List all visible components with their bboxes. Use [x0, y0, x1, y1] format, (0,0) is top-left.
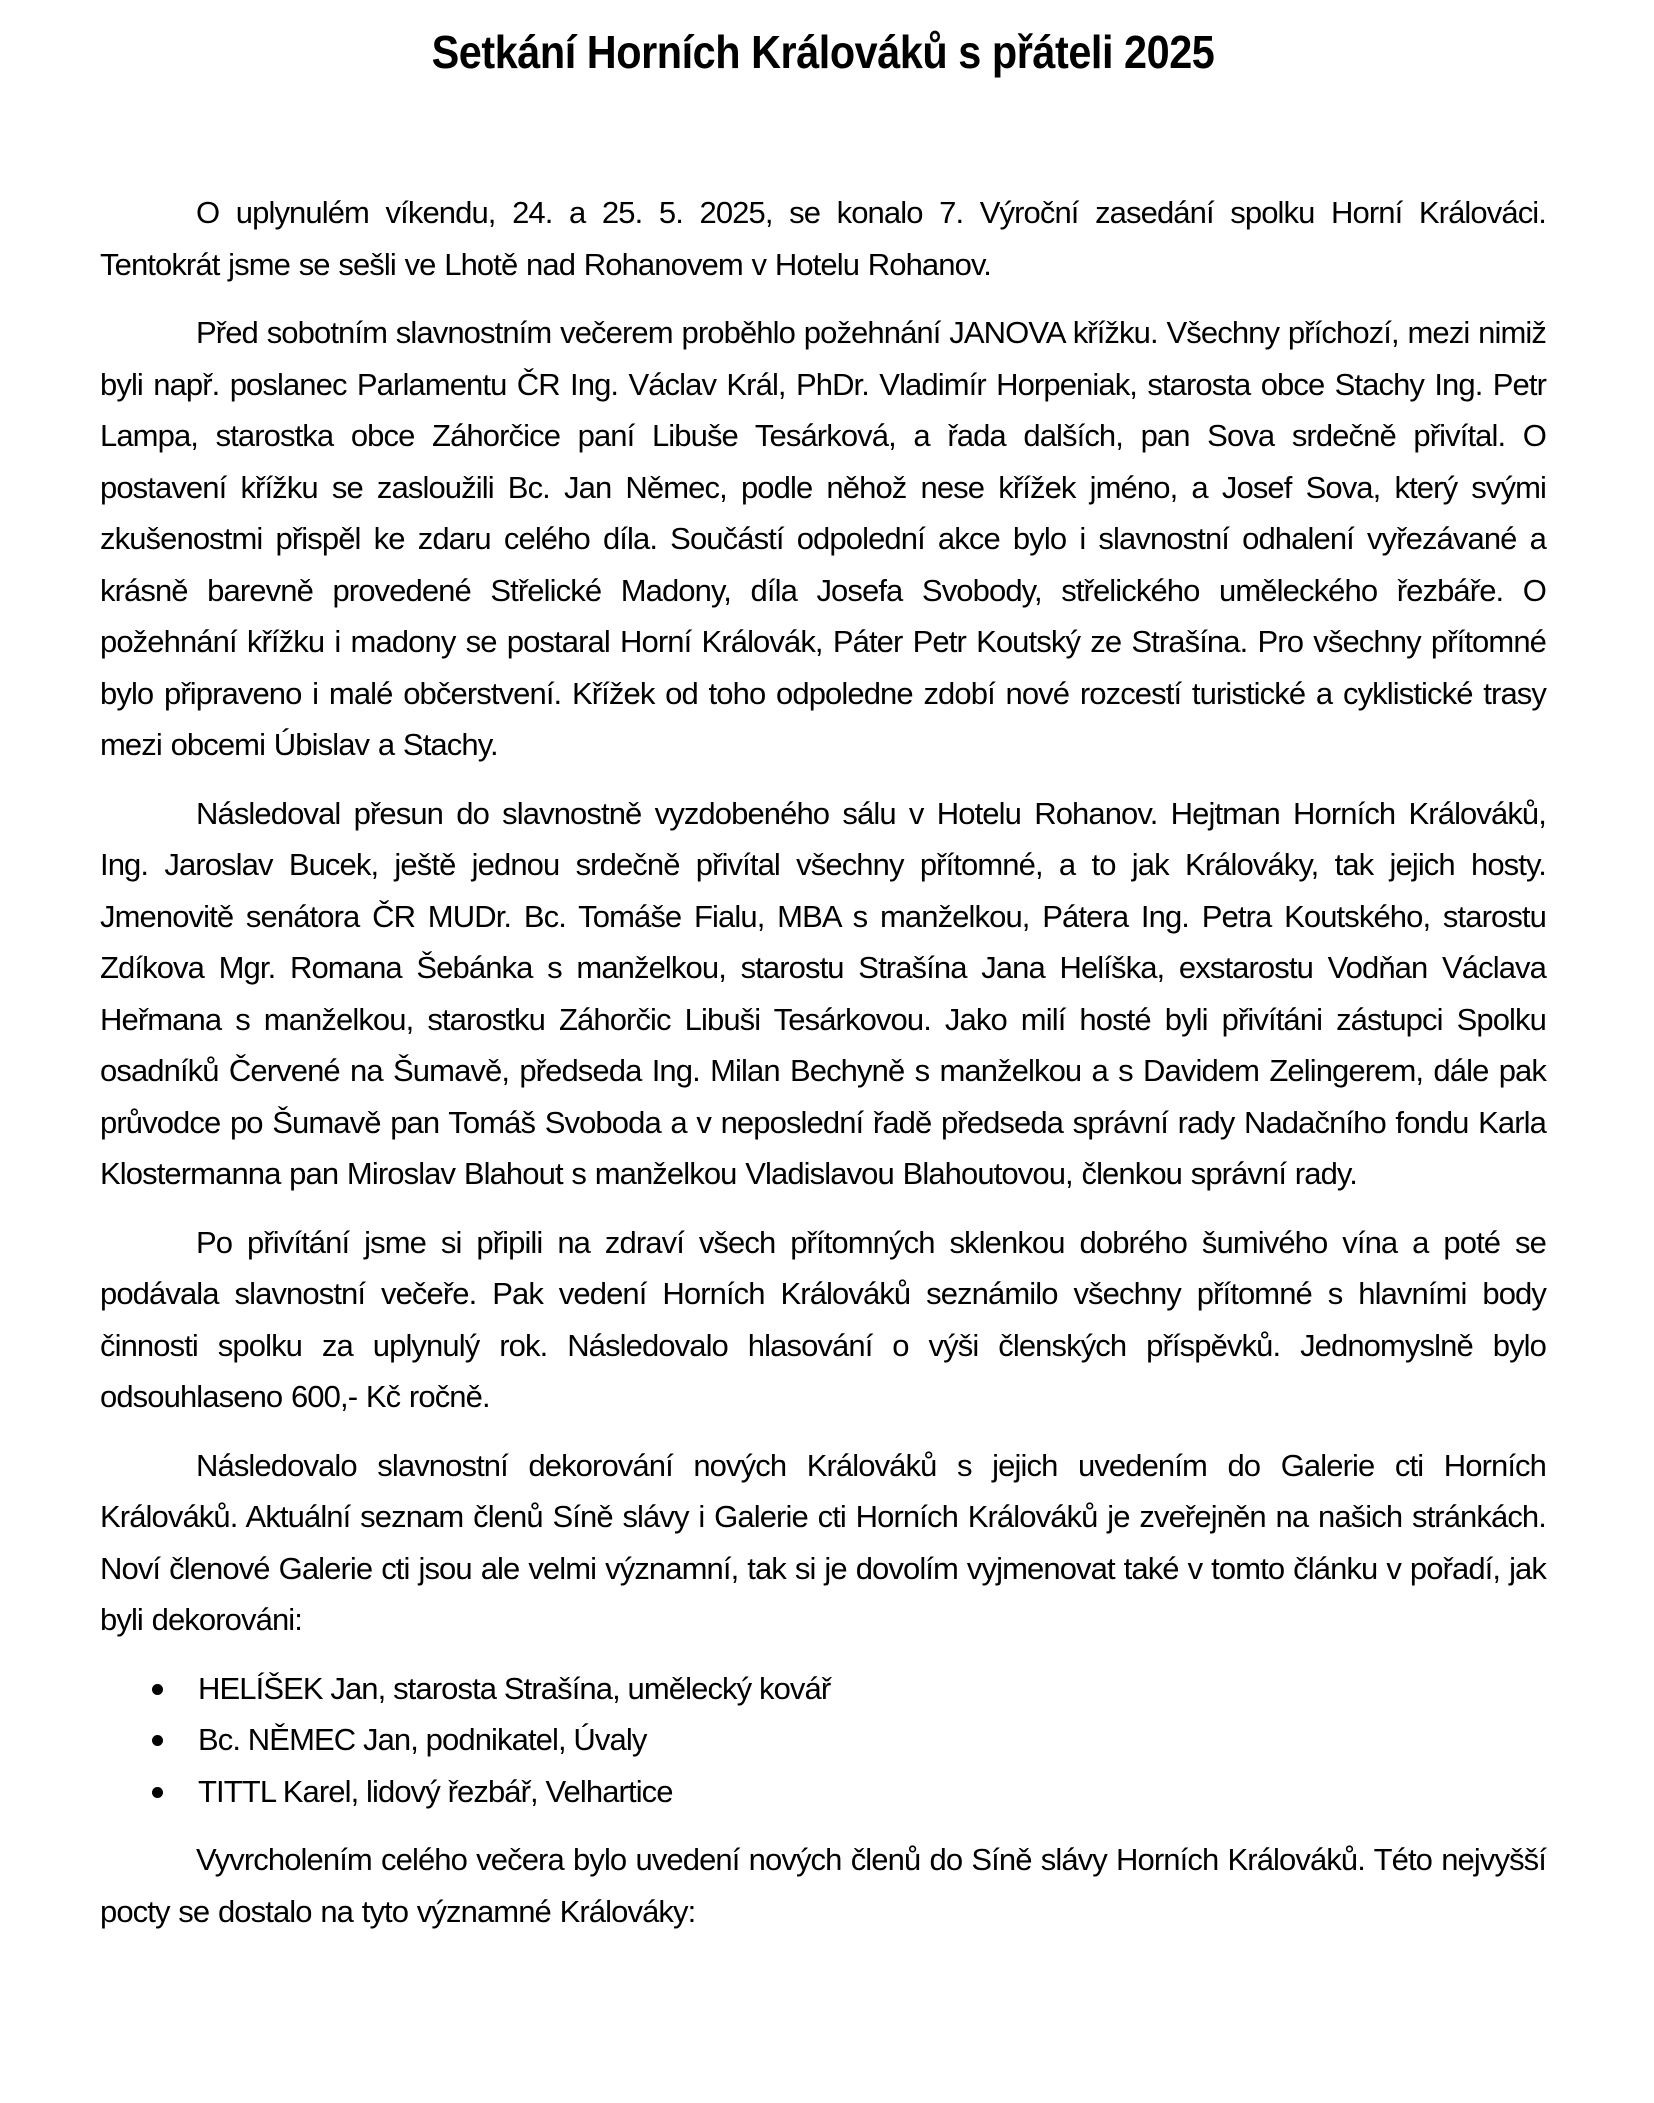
- document-title: Setkání Horních Králováků s přáteli 2025: [431, 26, 1215, 78]
- paragraph-dinner: Po přivítání jsme si připili na zdraví všech přítomných sklenkou dobrého šumivého vína a poté se podávala slavnostní večeře. Pak vedení Horních Králováků seznámilo všechny přítomné s hlavními body činnosti spolku za uplynulý rok. Následovalo hlasování o výši členských příspěvků. Jednomyslně bylo odsouhlaseno 600,- Kč ročně.: [100, 1224, 1546, 1414]
- list-item-text: Bc. NĚMEC Jan, podnikatel, Úvaly: [198, 1722, 647, 1757]
- bullet-icon: [152, 1787, 163, 1798]
- bullet-icon: [152, 1684, 163, 1695]
- paragraph-intro: O uplynulém víkendu, 24. a 25. 5. 2025, se konalo 7. Výroční zasedání spolku Horní Králováci. Tentokrát jsme se sešli ve Lhotě nad Rohanovem v Hotelu Rohanov.: [100, 195, 1546, 282]
- list-item: [100, 1663, 1546, 1715]
- bullet-icon: [152, 1735, 163, 1746]
- list-item-text: HELÍŠEK Jan, starosta Strašína, umělecký kovář: [198, 1670, 831, 1706]
- document-body: [100, 187, 1546, 1954]
- paragraph-welcome: Následoval přesun do slavnostně vyzdobeného sálu v Hotelu Rohanov. Hejtman Horních Králováků, Ing. Jaroslav Bucek, ještě jednou srdečně přivítal všechny přítomné, a to jak Králováky, tak jejich hosty. Jmenovitě senátora ČR MUDr. Bc. Tomáše Fialu, MBA s manželkou, Pátera Ing. Petra Koutského, starostu Zdíkova Mgr. Romana Šebánka s manželkou, starostu Strašína Jana Helíška, exstarostu Vodňan Václava Heřmana s manželkou, starostku Záhorčic Libuši Tesárkovou. Jako milí hosté byli přivítáni zástupci Spolku osadníků Červené na Šumavě, předseda Ing. Milan Bechyně s manželkou a s Davidem Zelingerem, dále pak průvodce po Šumavě pan Tomáš Svoboda a v neposlední řadě předseda správní rady Nadačního fondu Karla Klostermanna pan Miroslav Blahout s manželkou Vladislavou Blahoutovou, členkou správní rady.: [100, 795, 1546, 1191]
- list-item: [100, 1766, 1546, 1818]
- paragraph-decoration: Následovalo slavnostní dekorování nových Králováků s jejich uvedením do Galerie cti Horních Králováků. Aktuální seznam členů Síně slávy i Galerie cti Horních Králováků je zveřejněn na našich stránkách. Noví členové Galerie cti jsou ale velmi významní, tak si je dovolím vyjmenovat také v tomto článku v pořadí, jak byli dekorováni:: [100, 1447, 1546, 1637]
- list-item: [100, 1714, 1546, 1766]
- paragraph-blessing: Před sobotním slavnostním večerem proběhlo požehnání JANOVA křížku. Všechny příchozí, mezi nimiž byli např. poslanec Parlamentu ČR Ing. Václav Král, PhDr. Vladimír Horpeniak, starosta obce Stachy Ing. Petr Lampa, starostka obce Záhorčice paní Libuše Tesárková, a řada dalších, pan Sova srdečně přivítal. O postavení křížku se zasloužili Bc. Jan Němec, podle něhož nese křížek jméno, a Josef Sova, který svými zkušenostmi přispěl ke zdaru celého díla. Součástí odpolední akce bylo i slavnostní odhalení vyřezávané a krásně barevně provedené Střelické Madony, díla Josefa Svobody, střelického uměleckého řezbáře. O požehnání křížku i madony se postaral Horní Královák, Páter Petr Koutský ze Strašína. Pro všechny přítomné bylo připraveno i malé občerstvení. Křížek od toho odpoledne zdobí nové rozcestí turistické a cyklistické trasy mezi obcemi Úbislav a Stachy.: [100, 315, 1546, 762]
- honorees-list: [100, 1663, 1546, 1818]
- paragraph-hall-of-fame: Vyvrcholením celého večera bylo uvedení nových členů do Síně slávy Horních Králováků. Této nejvyšší pocty se dostalo na tyto významné Králováky:: [100, 1842, 1546, 1929]
- list-item-text: TITTL Karel, lidový řezbář, Velhartice: [198, 1773, 673, 1809]
